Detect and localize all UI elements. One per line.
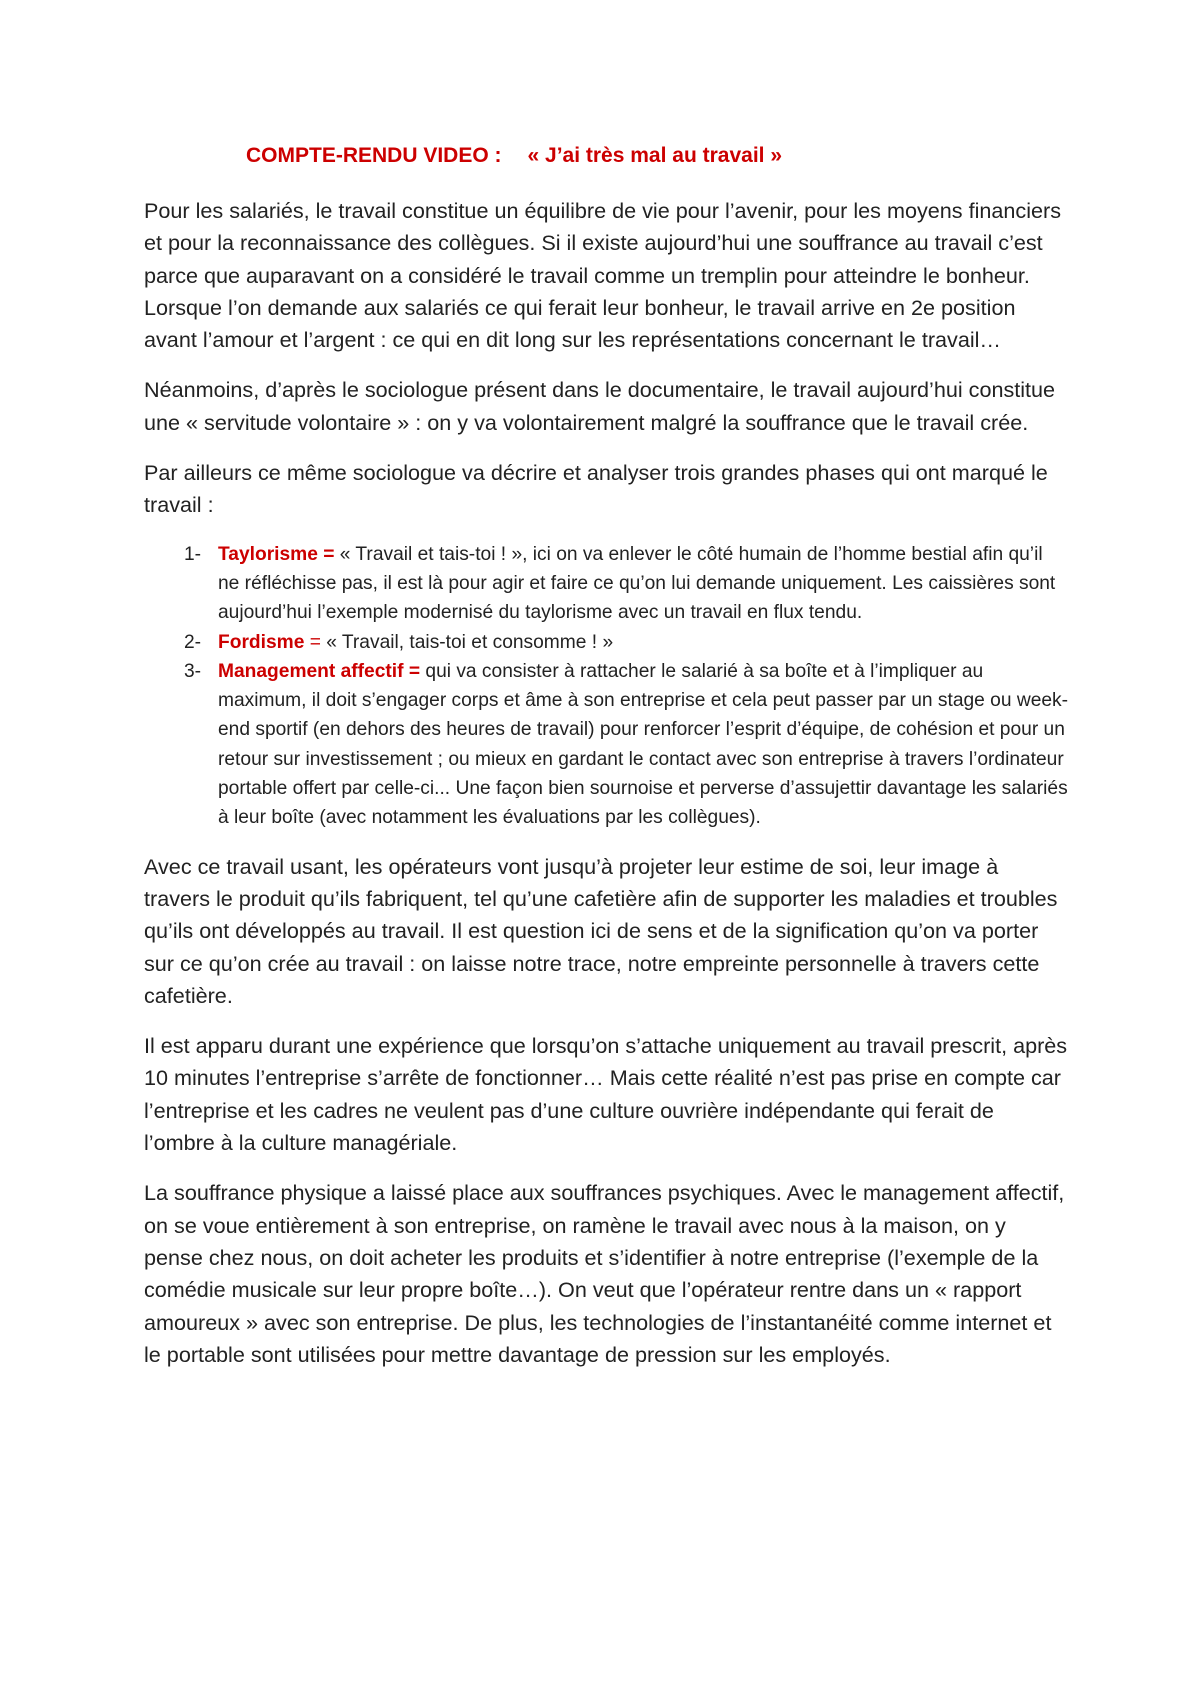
phase-term-taylorisme: Taylorisme = — [218, 543, 335, 565]
phase-equals: = — [304, 631, 321, 653]
list-item-number: 2- — [184, 631, 202, 653]
phases-list — [144, 540, 1069, 833]
list-item-management-affectif — [144, 657, 1069, 833]
phase-description: qui va consister à rattacher le salarié à sa boîte et à l’impliquer au maximum, il doit s’engager corps et âme à son entreprise et cela peut passer par un stage ou week-end sportif (en dehors des heures de travail) pour renforcer l’esprit d’équipe, de cohésion et pour un retour sur investissement ; ou mieux en gardant le contact avec son entreprise à travers l’ordinateur portable offert par celle-ci... Une façon bien sournoise et perverse d’assujettir davantage les salariés à leur boîte (avec notamment les évaluations par les collègues). — [218, 660, 1069, 829]
paragraph-experience: Il est apparu durant une expérience que lorsqu’on s’attache uniquement au travail prescrit, après 10 minutes l’entreprise s’arrête de fonctionner… Mais cette réalité n’est pas prise en compte car l’entreprise et les cadres ne veulent pas d’une culture ouvrière indépendante qui ferait de l’ombre à la culture managériale. — [144, 1033, 1068, 1156]
list-item-taylorisme — [144, 540, 1069, 628]
title-label: COMPTE-RENDU VIDEO : — [246, 144, 502, 167]
list-item-number: 3- — [184, 660, 202, 682]
paragraph-servitude: Néanmoins, d’après le sociologue présent dans le documentaire, le travail aujourd’hui constitue une « servitude volontaire » : on y va volontairement malgré la souffrance que le travail crée. — [144, 377, 1056, 435]
title-video-name: « J’ai très mal au travail » — [527, 144, 782, 167]
phase-term-management-affectif: Management affectif = — [218, 660, 421, 682]
paragraph-souffrance: La souffrance physique a laissé place aux souffrances psychiques. Avec le management affectif, on se voue entièrement à son entreprise, on ramène le travail avec nous à la maison, on y pense chez nous, on doit acheter les produits et s’identifier à notre entreprise (l’exemple de la comédie musicale sur leur propre boîte…). On veut que l’opérateur rentre dans un « rapport amoureux » avec son entreprise. De plus, les technologies de l’instantanéité comme internet et le portable sont utilisées pour mettre davantage de pression sur les employés. — [144, 1180, 1065, 1367]
document-body — [144, 195, 1069, 1389]
list-item-fordisme — [144, 628, 1069, 657]
list-item-number: 1- — [184, 543, 202, 565]
phase-description: « Travail, tais-toi et consomme ! » — [320, 631, 614, 653]
paragraph-intro: Pour les salariés, le travail constitue un équilibre de vie pour l’avenir, pour les moyens financiers et pour la reconnaissance des collègues. Si il existe aujourd’hui une souffrance au travail c’est parce que auparavant on a considéré le travail comme un tremplin pour atteindre le bonheur. Lorsque l’on demande aux salariés ce qui ferait leur bonheur, le travail arrive en 2e position avant l’amour et l’argent : ce qui en dit long sur les représentations concernant le travail… — [144, 198, 1062, 353]
paragraph-cafetiere: Avec ce travail usant, les opérateurs vont jusqu’à projeter leur estime de soi, leur image à travers le produit qu’ils fabriquent, tel qu’une cafetière afin de supporter les maladies et troubles qu’ils ont développés au travail. Il est question ici de sens et de la signification qu’on va porter sur ce qu’on crée au travail : on laisse notre trace, notre empreinte personnelle à travers cette cafetière. — [144, 853, 1058, 1008]
paragraph-phases-intro: Par ailleurs ce même sociologue va décrire et analyser trois grandes phases qui ont marqué le travail : — [144, 460, 1048, 518]
document-title — [246, 144, 782, 168]
phase-term-fordisme: Fordisme — [218, 631, 305, 653]
phase-description: « Travail et tais-toi ! », ici on va enlever le côté humain de l’homme bestial afin qu’il ne réfléchisse pas, il est là pour agir et faire ce qu’on lui demande uniquement. Les caissières sont aujourd’hui l’exemple modernisé du taylorisme avec un travail en flux tendu. — [218, 543, 1056, 624]
